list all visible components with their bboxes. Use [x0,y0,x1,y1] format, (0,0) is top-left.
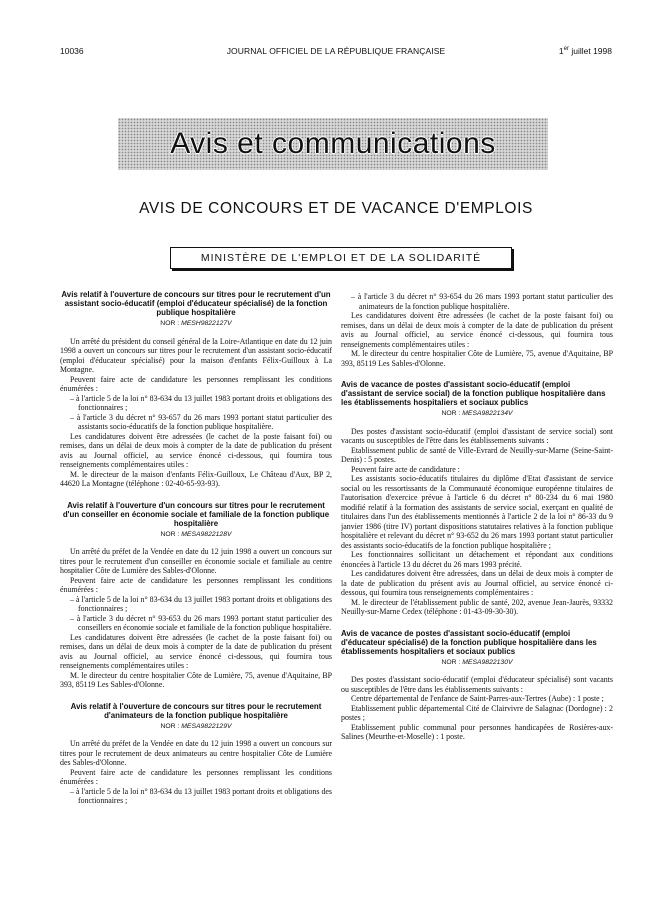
nor-reference: NOR : MESA9822129V [160,722,232,730]
list-item: – à l'article 5 de la loi n° 83-634 du 13 juillet 1983 portant droits et obligations des fonctionnaires ; [70,786,332,805]
running-header [60,46,612,60]
paragraph: Les candidatures doivent être adressées (le cachet de la poste faisant foi) ou remises, dans un délai de deux mois à compter de la date de publication du présent avis au Journal officiel, au service énoncé ci-dessous, qui fournira tous renseignements complémentaires utiles : [341,311,613,349]
paragraph: Des postes d'assistant socio-éducatif (emploi d'assistant de service social) sont vacants ou susceptibles de l'être dans les établissements suivants : [341,426,613,445]
page-number: 10036 [60,46,84,56]
notice-4 [341,380,613,617]
nor-reference: NOR : MESA9822128V [160,530,232,538]
paragraph: Etablissement public communal pour personnes handicapées de Rosières-aux-Salines (Meurthe-et-Moselle) : 1 poste. [341,722,613,741]
notice-2 [60,501,332,690]
ministry-box [170,247,512,269]
paragraph: Un arrêté du président du conseil général de la Loire-Atlantique en date du 12 juin 1998 a ouvert un concours sur titres pour le recrutement d'un assistant socio-éducatif (emploi d'éducateur spécialisé) pour la maison d'enfants Félix-Guilloux à La Montagne. [60,336,332,374]
paragraph: Les candidatures doivent être adressées (le cachet de la poste faisant foi) ou remises, dans un délai de deux mois à compter de la date de publication du présent avis au Journal officiel, au service énoncé ci-dessous, qui fournira tous renseignements complémentaires utiles : [60,431,332,469]
paragraph: M. le directeur de l'établissement public de santé, 202, avenue Jean-Jaurès, 93332 Neuilly-sur-Marne Cedex (téléphone : 01-43-09-30-30). [341,597,613,616]
paragraph: Etablissement public départemental Cité de Clairvivre de Salagnac (Dordogne) : 2 postes ; [341,703,613,722]
paragraph: M. le directeur du centre hospitalier Côte de Lumière, 75, avenue d'Aquitaine, BP 393, 85119 Les Sables-d'Olonne. [60,670,332,689]
journal-title: JOURNAL OFFICIEL DE LA RÉPUBLIQUE FRANÇAISE [226,46,446,56]
section-heading: AVIS DE CONCOURS ET DE VACANCE D'EMPLOIS [139,200,533,217]
notice-3 [60,702,332,806]
paragraph: Les candidatures doivent être adressées, dans un délai de deux mois à compter de la date de publication du présent avis au Journal officiel, au service énoncé ci-dessous, qui fournira tous renseignements complémentaires : [341,569,613,597]
paragraph: Les fonctionnaires sollicitant un détachement et répondant aux conditions énoncées à l'article 13 du décret du 26 mars 1993 précité. [341,550,613,569]
paragraph: M. le directeur du centre hospitalier Côte de Lumière, 75, avenue d'Aquitaine, BP 393, 85119 Les Sables-d'Olonne. [341,349,613,368]
notice-title: Avis de vacance de postes d'assistant socio-éducatif (emploi d'éducateur spécialisé) de la fonction publique hospitalière dans les établissements hospitaliers et sociaux publics [341,628,597,656]
notice-title: Avis relatif à l'ouverture d'un concours sur titres pour le recrutement d'un conseiller en économie sociale et familiale de la fonction publique hospitalière [62,500,330,528]
paragraph: M. le directeur de la maison d'enfants Félix-Guilloux, Le Château d'Aux, BP 2, 44620 La Montagne (téléphone : 02-40-65-93-93). [60,469,332,488]
nor-reference: NOR : MESA9822134V [441,410,513,417]
banner-title: Avis et communications [170,127,496,160]
paragraph: Etablissement public de santé de Ville-Evrard de Neuilly-sur-Marne (Seine-Saint-Denis) : 5 postes. [341,445,613,464]
paragraph: Un arrêté du préfet de la Vendée en date du 12 juin 1998 a ouvert un concours sur titres pour le recrutement d'un conseiller en économie sociale et familiale au centre hospitalier Côte de Lumière des Sables-d'Olonne. [60,547,332,575]
list-item: – à l'article 5 de la loi n° 83-634 du 13 juillet 1983 portant droits et obligations des fonctionnaires ; [70,594,332,613]
paragraph: Un arrêté du préfet de la Vendée en date du 12 juin 1998 a ouvert un concours sur titres pour le recrutement de deux animateurs au centre hospitalier Côte de Lumière des Sables-d'Olonne. [60,739,332,767]
right-column [341,292,613,892]
paragraph: Peuvent faire acte de candidature : [351,464,460,474]
issue-date: 1er juillet 1998 [558,46,612,56]
list-item: – à l'article 3 du décret n° 93-657 du 26 mars 1993 portant statut particulier des assistants socio-éducatifs de la fonction publique hospitalière. [70,412,332,431]
paragraph: Centre départemental de l'enfance de Saint-Parres-aux-Tertres (Aube) : 1 poste ; [351,694,604,703]
nor-reference: NOR : MESA9822130V [441,658,513,666]
list-item: – à l'article 3 du décret n° 93-654 du 26 mars 1993 portant statut particulier des animateurs de la fonction publique hospitalière. [351,292,613,311]
paragraph: Peuvent faire acte de candidature les personnes remplissant les conditions énumérées : [60,575,332,594]
notice-title: Avis de vacance de postes d'assistant socio-éducatif (emploi d'assistant de service social) de la fonction publique hospitalière dans les établissements hospitaliers et sociaux publics [341,380,606,407]
ministry-name: MINISTÈRE DE L'EMPLOI ET DE LA SOLIDARITÉ [200,252,482,264]
list-item: – à l'article 3 du décret n° 93-653 du 26 mars 1993 portant statut particulier des conseillers en économie sociale et familiale de la fonction publique hospitalière. [70,613,332,632]
notice-title: Avis relatif à l'ouverture de concours sur titres pour le recrutement d'animateurs de la fonction publique hospitalière [70,701,322,720]
paragraph: Les candidatures doivent être adressées (le cachet de la poste faisant foi) ou remises, dans un délai de deux mois à compter de la date de publication du présent avis au Journal officiel, au service énoncé ci-dessous, qui fournira tous renseignements complémentaires utiles : [60,632,332,670]
notice-title: Avis relatif à l'ouverture de concours sur titres pour le recrutement d'un assistant socio-éducatif (emploi d'éducateur spécialisé) de la fonction publique hospitalière [61,290,331,317]
section-banner [118,118,548,170]
list-item: – à l'article 5 de la loi n° 83-634 du 13 juillet 1983 portant droits et obligations des fonctionnaires ; [70,393,332,412]
left-column [60,290,332,890]
paragraph: Les assistants socio-éducatifs titulaires du diplôme d'Etat d'assistant de service social ou les ressortissants de la Communauté économique européenne titulaires de l'autorisation d'exercice prévue à l'article 6 du décret n° 80-234 du 6 mai 1980 modifié relatif à la formation des assistants de service social, exerçant en qualité de titulaires dans l'un des établissements mentionnés à l'article 2 de la loi n° 86-33 du 9 janvier 1986 (titre IV) portant dispositions statutaires relatives à la fonction publique hospitalière et relevant du décret n° 93-652 du 26 mars 1993 portant statut particulier des assistants socio-éducatifs de la fonction publique hospitalière ; [341,474,613,550]
nor-reference: NOR : MESH9822127V [160,320,232,327]
notice-5 [341,629,613,742]
paragraph: Des postes d'assistant socio-éducatif (emploi d'éducateur spécialisé) sont vacants ou susceptibles de l'être dans les établissements suivants : [341,675,613,694]
notice-3-continued [341,292,613,368]
notice-1 [60,290,332,489]
paragraph: Peuvent faire acte de candidature les personnes remplissant les conditions énumérées : [60,767,332,786]
paragraph: Peuvent faire acte de candidature les personnes remplissant les conditions énumérées : [60,374,332,393]
